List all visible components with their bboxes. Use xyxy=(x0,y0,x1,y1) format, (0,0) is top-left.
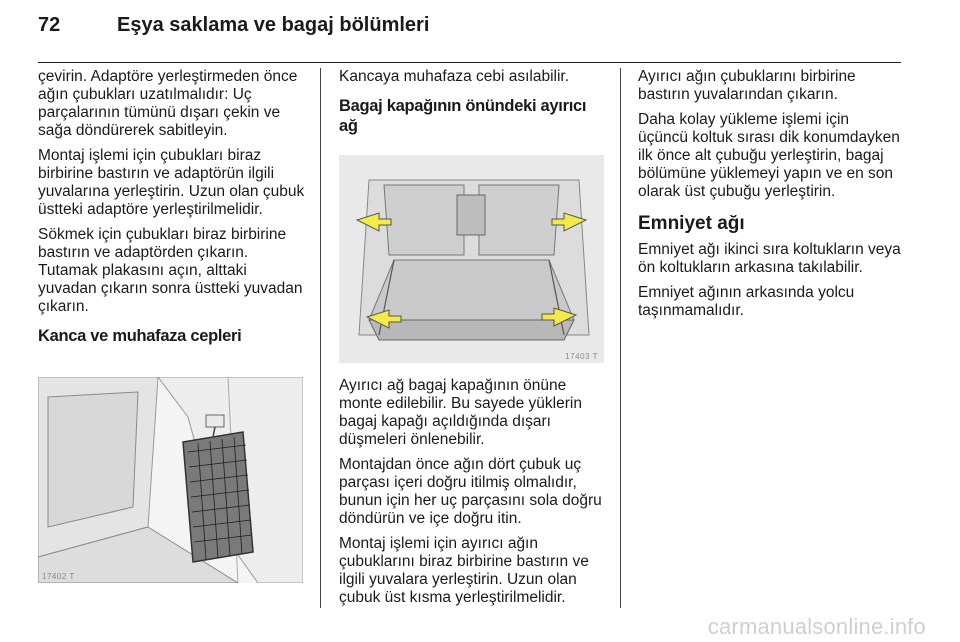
watermark: carmanualsonline.info xyxy=(707,614,926,639)
page-title: Eşya saklama ve bagaj bölümleri xyxy=(117,14,430,36)
storage-pocket-drawing xyxy=(38,377,303,583)
header-rule xyxy=(38,62,901,63)
column-divider xyxy=(320,68,321,608)
luggage-compartment-drawing xyxy=(339,155,604,363)
paragraph: Sökmek için çubukları biraz birbirine bastırın ve adaptörden çıkarın. Tutamak plakasını açın, alttaki yuvadan çıkarın sonra üstteki yuvadan çıkarın. xyxy=(38,226,303,315)
paragraph: Daha kolay yükleme işlemi için üçüncü koltuk sırası dik konumdayken ilk önce alt çubuğu yerleştirin, bagaj bölümüne yüklemeyi yapın ve en son olarak üst çubuğu yerleştirin. xyxy=(638,111,900,200)
paragraph: Ayırıcı ağın çubuklarını birbirine bastırın yuvalarından çıkarın. xyxy=(638,68,856,103)
separating-net-illustration xyxy=(339,155,604,363)
paragraph: Montaj işlemi için ayırıcı ağın çubuklarını biraz birbirine bastırın ve ilgili yuvalara yerleştirin. Uzun olan çubuk üst kısma yerleştirilmelidir. xyxy=(339,535,589,606)
column-divider xyxy=(620,68,621,608)
section-heading: Kanca ve muhafaza cepleri xyxy=(38,327,242,345)
paragraph: Kancaya muhafaza cebi asılabilir. xyxy=(339,68,570,85)
paragraph: Montaj işlemi için çubukları biraz birbirine bastırın ve adaptörün ilgili yuvalarına yerleştirin. Uzun olan çubuk üstteki adaptöre yerleştirilmelidir. xyxy=(38,147,305,218)
figure-code: 17402 T xyxy=(42,572,75,581)
column-3 xyxy=(638,68,903,327)
column-2-continued xyxy=(339,377,609,614)
column-2 xyxy=(339,68,609,144)
storage-pocket-illustration xyxy=(38,377,303,583)
section-heading: Emniyet ağı xyxy=(638,213,745,234)
paragraph: Emniyet ağı ikinci sıra koltukların veya ön koltukların arkasına takılabilir. xyxy=(638,241,901,276)
figure-code: 17403 T xyxy=(565,352,598,361)
page-number: 72 xyxy=(38,14,61,36)
paragraph: Ayırıcı ağ bagaj kapağının önüne monte edilebilir. Bu sayede yüklerin bagaj kapağı açıldığında dışarı düşmeleri önlenebilir. xyxy=(339,377,582,448)
paragraph: çevirin. Adaptöre yerleştirmeden önce ağın çubukları uzatılmalıdır: Uç parçalarının tümünü dışarı çekin ve sağa döndürerek sabitleyin. xyxy=(38,68,298,139)
paragraph: Emniyet ağının arkasında yolcu taşınmamalıdır. xyxy=(638,284,855,319)
section-heading: Bagaj kapağının önündeki ayırıcı ağ xyxy=(339,97,587,135)
paragraph: Montajdan önce ağın dört çubuk uç parçası içeri doğru itilmiş olmalıdır, bunun için her uç parçasını sola doğru döndürün ve içe doğru itin. xyxy=(339,456,602,527)
column-1 xyxy=(38,68,306,354)
